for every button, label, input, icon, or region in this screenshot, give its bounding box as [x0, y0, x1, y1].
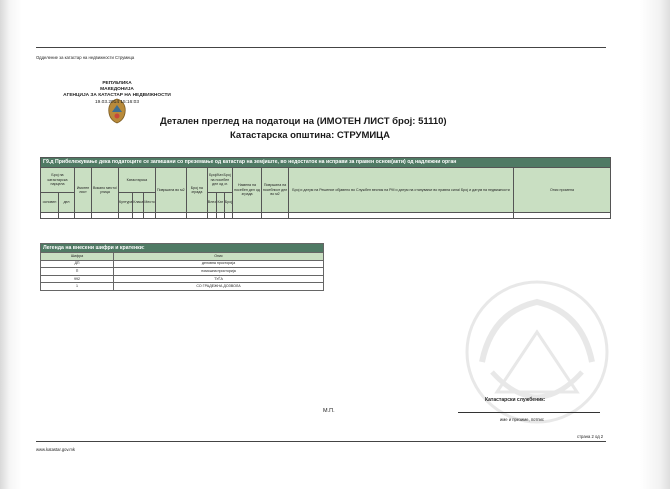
col-parcel-part: дел: [59, 193, 75, 213]
legend-col-desc: Опис: [114, 253, 324, 261]
signature-line: [458, 412, 600, 413]
col-floor: Кат: [216, 193, 224, 213]
cadastral-servant-label: Катастарски службеник:: [485, 397, 546, 403]
document-title: Детален преглед на податоци на (ИМОТЕН ЛИСТ број: 51110): [160, 116, 447, 127]
col-parcel: Број на катастарска парцела: [41, 168, 75, 193]
col-building: Број на зграда: [186, 168, 207, 213]
col-entrance: Број/Кат.Број на посебен дел од зг.: [207, 168, 232, 193]
legend-desc: помошна просторија: [114, 268, 324, 276]
col-place: Место: [144, 193, 155, 213]
col-parcel-base: основен: [41, 193, 59, 213]
table-section-title: Г9.д Прибележување дека податоците се запишани со преземање од катастар на земјиште, во недостаток на исправи за правен основ(акти) од надлежни орган: [41, 158, 611, 168]
col-culture: Култура: [119, 193, 133, 213]
footer-rule: [36, 441, 606, 442]
agency-timestamp: 19.03.2014 15:16:03: [94, 99, 139, 105]
legend-row: [41, 260, 324, 268]
legend-desc: СО ГРАДЕЖНА ДОЗВОЛА: [114, 283, 324, 291]
agency-country: РЕПУБЛИКА МАКЕДОНИЈА: [100, 81, 134, 93]
legend-code: ДП: [41, 260, 114, 268]
website: www.katastar.gov.mk: [36, 447, 76, 452]
col-location: Викано место/улица: [92, 168, 119, 213]
legend-table: [40, 243, 324, 291]
col-list: Имотен лист: [75, 168, 92, 213]
col-num: Број: [224, 193, 232, 213]
legend-row: [41, 268, 324, 276]
office-name: Одделение за катастар на недвижности Струмица: [36, 55, 135, 60]
col-cadastral: Катастарска: [119, 168, 156, 193]
legend-code: П: [41, 268, 114, 276]
encumbrance-table: [40, 157, 611, 219]
legend-code: 1: [41, 283, 114, 291]
col-note: Опис промена: [514, 168, 611, 213]
legend-desc: деловна просторија: [114, 260, 324, 268]
agency-name: АГЕНЦИЈА ЗА КАТАСТАР НА НЕДВИЖНОСТИ: [63, 93, 171, 99]
header-rule: [36, 47, 606, 48]
page-number: страна 2 од 2: [577, 434, 604, 439]
col-area: Површина во м2: [155, 168, 186, 213]
col-entr: Влез: [207, 193, 216, 213]
legend-code: 992: [41, 275, 114, 283]
legend-col-code: Шифра: [41, 253, 114, 261]
col-decision: Број и датум на Решение објавено во Службен весник на РМ и датум на стапување во правна сила/ Број и датум на недвижности: [289, 168, 514, 213]
legend-row: [41, 283, 324, 291]
watermark-emblem-icon: [452, 272, 622, 432]
stamp-place: М.П.: [323, 408, 335, 414]
legend-desc: ТУЃА: [114, 275, 324, 283]
signature-caption: име и презиме, потпис: [500, 417, 544, 422]
cadastral-municipality: Катастарска општина: СТРУМИЦА: [230, 130, 390, 141]
legend-title: Легенда на внесени шифри и кратенки:: [41, 244, 324, 253]
col-class: Класа: [133, 193, 144, 213]
col-purpose: Намена на посебен дел од зграда: [233, 168, 262, 213]
col-part-area: Површина на посебниот дел во м2: [262, 168, 289, 213]
legend-row: [41, 275, 324, 283]
